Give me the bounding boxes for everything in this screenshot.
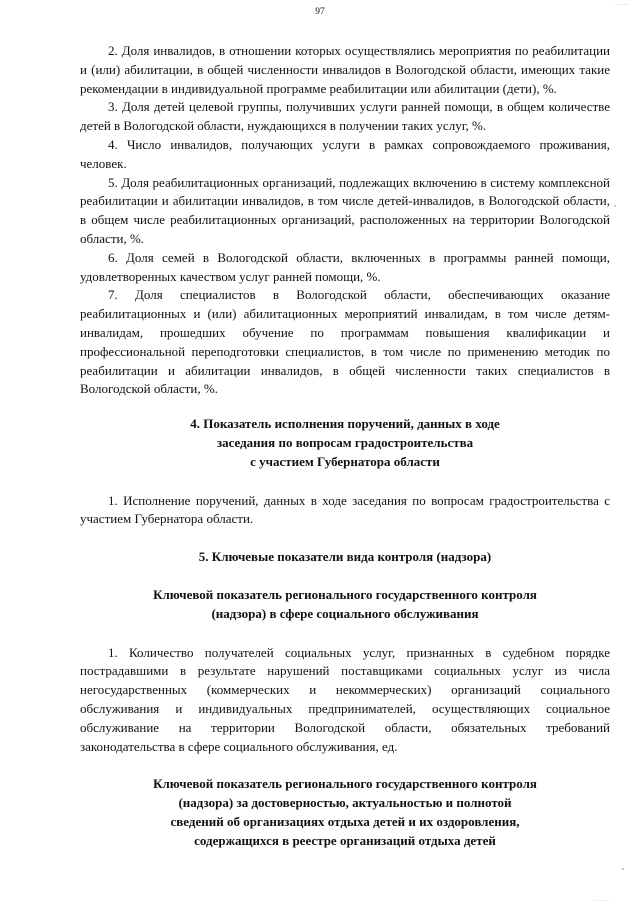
- list-item: 7. Доля специалистов в Вологодской области, обеспечивающих оказание реабилитационных и (или) абилитационных мероприятий инвалидам, в том числе детям-инвалидам, прошедших обучение по программам повышения квалификации и профессиональной переподготовки специалистов, в том числе по применению методик по реабилитации и абилитации инвалидов, в общей численности таких специалистов в Вологодской области, %.: [80, 287, 610, 397]
- section-heading-4: [80, 415, 610, 471]
- list-item: 4. Число инвалидов, получающих услуги в рамках сопровождаемого проживания, человек.: [80, 136, 610, 171]
- spacer: [80, 756, 610, 775]
- social-service-item: 1. Количество получателей социальных услуг, признанных в судебном порядке пострадавшими в результате нарушений поставщиками социальных услуг из числа негосударственных (коммерческих и некоммерческих) организаций социального обслуживания и индивидуальных предпринимателей, осуществляющих социальное обслуживание на территории Вологодской области, обязательных требований законодательства в сфере социального обслуживания, ед.: [80, 644, 610, 754]
- document-body: [80, 42, 610, 850]
- scan-artifact-bottom: ......: [594, 896, 612, 903]
- heading-line: с участием Губернатора области: [250, 453, 440, 469]
- scan-artifact-top: ......: [612, 0, 630, 7]
- spacer: [80, 472, 610, 492]
- heading-line: содержащихся в реестре организаций отдыха детей: [194, 832, 496, 848]
- heading-line: 4. Показатель исполнения поручений, данных в ходе: [190, 416, 500, 432]
- list-item: 6. Доля семей в Вологодской области, включенных в программы ранней помощи, удовлетворенных качеством услуг ранней помощи, %.: [80, 249, 610, 284]
- spacer: [80, 567, 610, 586]
- heading-line: сведений об организациях отдыха детей и их оздоровления,: [170, 813, 520, 829]
- subsection-heading-social-service: [80, 586, 610, 624]
- section-heading-5: 5. Ключевые показатели вида контроля (надзора): [198, 549, 492, 565]
- heading-line: Ключевой показатель регионального государственного контроля: [153, 776, 537, 792]
- section-4-item: 1. Исполнение поручений, данных в ходе заседания по вопросам градостроительства с участием Губернатора области.: [80, 492, 610, 527]
- list-item: 5. Доля реабилитационных организаций, подлежащих включению в систему комплексной реабилитации и абилитации инвалидов, в том числе детей-инвалидов, в Вологодской области, в общем числе реабилитационных организаций, расположенных на территории Вологодской области, %.: [80, 174, 610, 246]
- scan-speck: [622, 868, 624, 870]
- heading-line: (надзора) в сфере социального обслуживания: [211, 605, 479, 621]
- page-number: 97: [315, 7, 325, 17]
- scan-speck: [614, 205, 616, 207]
- list-item: 2. Доля инвалидов, в отношении которых осуществлялись мероприятия по реабилитации и (или) абилитации, в общей численности инвалидов в Вологодской области, имеющих такие рекомендации в индивидуальной программе реабилитации или абилитации (дети), %.: [80, 43, 610, 96]
- spacer: [80, 624, 610, 644]
- subsection-heading-children-rest: [80, 775, 610, 850]
- heading-line: (надзора) за достоверностью, актуальностью и полнотой: [178, 795, 512, 811]
- spacer: [80, 399, 610, 415]
- heading-line: Ключевой показатель регионального государственного контроля: [153, 586, 537, 602]
- heading-line: заседания по вопросам градостроительства: [216, 434, 474, 450]
- list-item: 3. Доля детей целевой группы, получивших услуги ранней помощи, в общем количестве детей в Вологодской области, нуждающихся в получении таких услуг, %.: [80, 99, 610, 134]
- spacer: [80, 529, 610, 548]
